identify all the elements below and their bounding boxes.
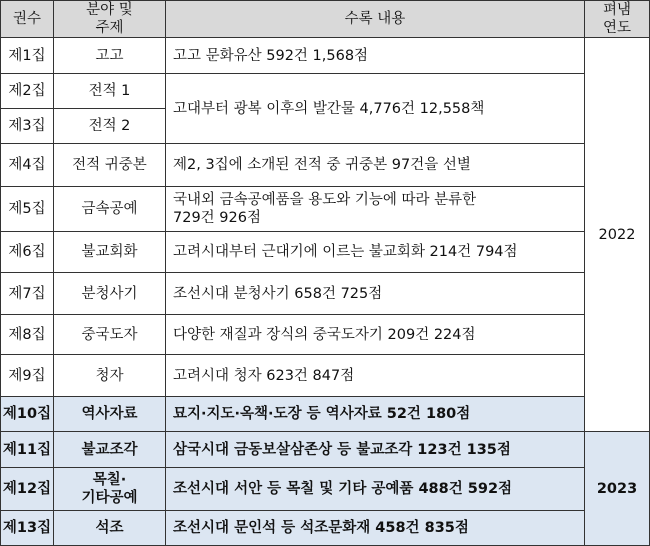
header-row: [1, 1, 650, 38]
volume-cell: 제1집: [1, 38, 54, 74]
table-row: [1, 74, 650, 109]
contents-cell: 고려시대 청자 623건 847점: [166, 355, 585, 397]
table-row: [1, 355, 650, 397]
header-contents: 수록 내용: [166, 1, 585, 38]
contents-cell: 제2, 3집에 소개된 전적 중 귀중본 97건을 선별: [166, 144, 585, 187]
contents-cell: 조선시대 분청사기 658건 725점: [166, 273, 585, 315]
field-cell: 청자: [54, 355, 166, 397]
field-cell: 분청사기: [54, 273, 166, 315]
contents-line-1: 국내외 금속공예품을 용도와 기능에 따라 분류한: [173, 192, 477, 208]
volume-cell: 제6집: [1, 232, 54, 273]
volume-cell: 제9집: [1, 355, 54, 397]
contents-cell: 조선시대 문인석 등 석조문화재 458건 835점: [166, 511, 585, 546]
field-cell: 고고: [54, 38, 166, 74]
volume-cell: 제10집: [1, 397, 54, 432]
header-year: [585, 1, 650, 38]
table-row: [1, 273, 650, 315]
year-cell-2022: 2022: [585, 38, 650, 432]
volume-cell: 제3집: [1, 109, 54, 144]
contents-line-2: 729건 926점: [173, 210, 261, 226]
volume-cell: 제11집: [1, 432, 54, 468]
table-row: [1, 144, 650, 187]
contents-cell: 묘지·지도·옥책·도장 등 역사자료 52건 180점: [166, 397, 585, 432]
table-row: [1, 232, 650, 273]
field-cell: 불교조각: [54, 432, 166, 468]
contents-cell: [166, 187, 585, 232]
header-year-line-1: 펴냄: [602, 2, 631, 18]
field-cell: 불교회화: [54, 232, 166, 273]
volume-cell: 제13집: [1, 511, 54, 546]
field-cell: 금속공예: [54, 187, 166, 232]
contents-cell: 삼국시대 금동보살삼존상 등 불교조각 123건 135점: [166, 432, 585, 468]
table-row: [1, 432, 650, 468]
field-line-2: 기타공예: [81, 490, 138, 506]
header-field-line-1: 분야 및: [86, 2, 133, 18]
field-cell: 석조: [54, 511, 166, 546]
table-row: [1, 511, 650, 546]
volume-cell: 제2집: [1, 74, 54, 109]
table-row: [1, 397, 650, 432]
year-cell-2023: 2023: [585, 432, 650, 546]
contents-cell: 고고 문화유산 592건 1,568점: [166, 38, 585, 74]
header-field-line-2: 주제: [95, 20, 124, 36]
field-line-1: 목칠·: [92, 472, 127, 488]
field-cell: 중국도자: [54, 315, 166, 355]
contents-cell: 고대부터 광복 이후의 발간물 4,776건 12,558책: [166, 74, 585, 144]
field-cell: 전적 2: [54, 109, 166, 144]
volume-cell: 제4집: [1, 144, 54, 187]
header-year-line-2: 연도: [602, 20, 631, 36]
table-row: [1, 468, 650, 511]
field-cell: 전적 1: [54, 74, 166, 109]
table-row: [1, 187, 650, 232]
header-field: [54, 1, 166, 38]
volume-cell: 제7집: [1, 273, 54, 315]
volume-cell: 제5집: [1, 187, 54, 232]
volume-cell: 제8집: [1, 315, 54, 355]
contents-cell: 다양한 재질과 장식의 중국도자기 209건 224점: [166, 315, 585, 355]
header-volume: 권수: [1, 1, 54, 38]
contents-cell: 고려시대부터 근대기에 이르는 불교회화 214건 794점: [166, 232, 585, 273]
contents-cell: 조선시대 서안 등 목칠 및 기타 공예품 488건 592점: [166, 468, 585, 511]
field-cell: [54, 468, 166, 511]
table-row: [1, 38, 650, 74]
field-cell: 역사자료: [54, 397, 166, 432]
table-row: [1, 315, 650, 355]
field-cell: 전적 귀중본: [54, 144, 166, 187]
volume-cell: 제12집: [1, 468, 54, 511]
